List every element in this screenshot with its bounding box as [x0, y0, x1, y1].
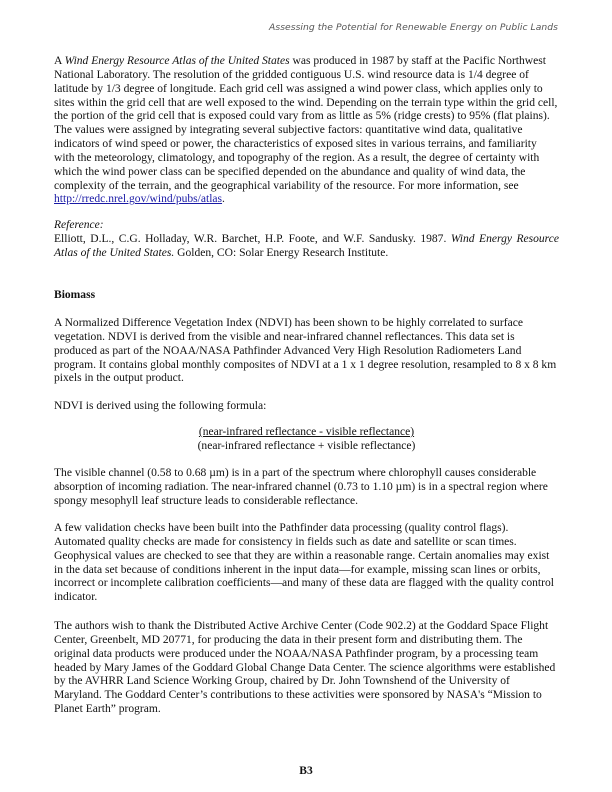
reference-authors: Elliott, D.L., C.G. Holladay, W.R. Barchet, H.P. Foote, and W.F. Sandusky. 1987.: [54, 232, 451, 245]
reference-publisher: Golden, CO: Solar Energy Research Institute.: [174, 246, 389, 259]
formula-denominator: (near-infrared reflectance + visible reflectance): [197, 439, 416, 452]
ndvi-formula: [54, 426, 559, 454]
reference-label: Reference:: [54, 219, 104, 231]
reference-title: Wind Energy Resource Atlas of the United States.: [54, 232, 559, 259]
wind-atlas-paragraph: [54, 55, 559, 207]
formula-numerator: (near-infrared reflectance - visible reflectance): [198, 426, 415, 438]
acknowledgements-paragraph: [54, 620, 559, 717]
atlas-title: Wind Energy Resource Atlas of the United States: [64, 55, 290, 67]
wind-atlas-section: [54, 55, 559, 207]
text-span: was produced in 1987 by staff at the Pacific Northwest National Laboratory. The resolution of the gridded contiguous U.S. wind resource data is 1/4 degree of latitude by 1/3 degree of longitude. Each grid cell was assigned a wind power class, which applies only to sites within the grid cell that are well exposed to the wind. Depending on the terrain type within the grid cell, the portion of the grid cell that is exposed could vary from as little as 5% (ridge crests) to 95% (flat plains). The values were assigned by integrating several subjective factors: quantitative wind data, qualitative indicators of wind speed or power, the characteristics of exposed sites in various terrains, and familiarity with the meteorology, climatology, and topography of the region. As a result, the degree of certainty with which the wind power class can be specified depended on the abundance and quality of wind data, the complexity of the terrain, and the geographical variability of the resource. For more information, see: [54, 55, 558, 192]
spectral-channels-paragraph: [54, 467, 559, 509]
biomass-heading: Biomass: [54, 289, 96, 301]
ndvi-intro-paragraph: [54, 317, 559, 386]
text-span: A: [54, 55, 65, 67]
paragraph-text: A Normalized Difference Vegetation Index (NDVI) has been shown to be highly correlated to surface vegetation. NDVI is derived from the visible and near-infrared channel reflectances. This data set is produced as part of the NOAA/NASA Pathfinder Advanced Very High Resolution Radiometers Land program. It contains global monthly composites of NDVI at a 1 x 1 degree resolution, resampled to 8 x 8 km pixels in the output product.: [54, 317, 557, 385]
formula-intro: NDVI is derived using the following formula:: [54, 400, 267, 412]
atlas-link[interactable]: http://rredc.nrel.gov/wind/pubs/atlas: [54, 193, 223, 206]
page-number: B3: [299, 765, 313, 777]
validation-checks-paragraph: [54, 522, 559, 605]
reference-block: [54, 219, 559, 261]
running-header: Assessing the Potential for Renewable Energy on Public Lands: [269, 22, 558, 33]
text-span: .: [222, 193, 225, 206]
reference-citation: [54, 233, 559, 261]
paragraph-text: The visible channel (0.58 to 0.68 µm) is in a part of the spectrum where chlorophyll causes considerable absorption of incoming radiation. The near-infrared channel (0.73 to 1.10 µm) is in a spectral region where spongy mesophyll leaf structure leads to considerable reflectance.: [54, 467, 548, 507]
paragraph-text: A few validation checks have been built into the Pathfinder data processing (quality control flags). Automated quality checks are made for consistency in fields such as date and satellite or scan times. Geophysical values are checked to see that they are within a reasonable range. Certain anomalies may exist in the data set because of conditions inherent in the input data—for example, missing scan lines or orbits, incorrect or incomplete calibration coefficients—and many of these data are flagged with the quality control indicator.: [54, 522, 554, 604]
paragraph-text: The authors wish to thank the Distributed Active Archive Center (Code 902.2) at the Goddard Space Flight Center, Greenbelt, MD 20771, for producing the data in their present form and distributing them. The original data products were produced under the NOAA/NASA Pathfinder program, by a processing team headed by Mary James of the Goddard Global Change Data Center. The science algorithms were established by the AVHRR Land Science Working Group, chaired by Dr. John Townshend of the University of Maryland. The Goddard Center’s contributions to these activities were sponsored by NASA's “Mission to Planet Earth” program.: [54, 620, 556, 716]
